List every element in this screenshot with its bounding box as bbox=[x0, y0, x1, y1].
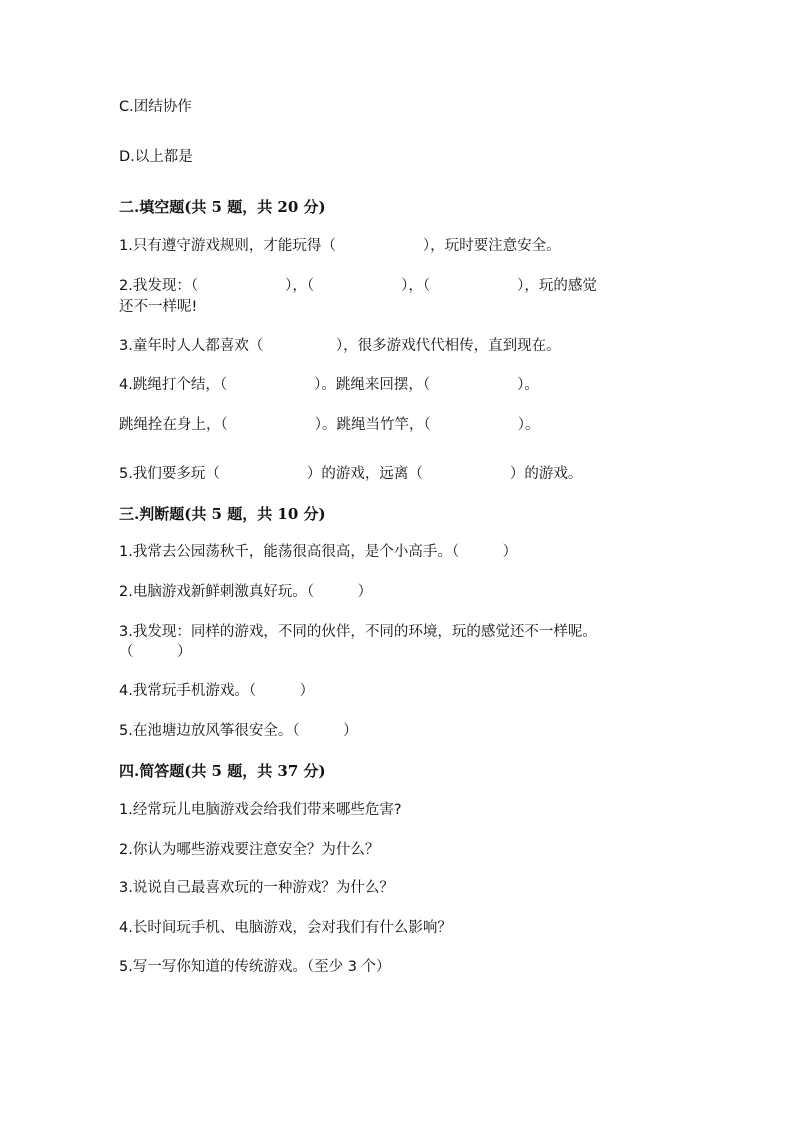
judge-question-5: 5.在池塘边放风筝很安全。（ ） bbox=[119, 723, 358, 739]
short-question-2: 2.你认为哪些游戏要注意安全？为什么？ bbox=[119, 842, 380, 858]
fill-question-3: 3.童年时人人都喜欢（ ），很多游戏代代相传，直到现在。 bbox=[119, 338, 561, 354]
short-question-5: 5.写一写你知道的传统游戏。（至少 3 个） bbox=[119, 959, 391, 975]
short-question-4: 4.长时间玩手机、电脑游戏，会对我们有什么影响？ bbox=[119, 920, 452, 936]
fill-question-4-line-2: 跳绳拴在身上，（ ）。跳绳当竹竿，（ ）。 bbox=[119, 417, 540, 433]
short-question-1: 1.经常玩儿电脑游戏会给我们带来哪些危害? bbox=[119, 802, 402, 818]
judge-question-3-line-2: （ ） bbox=[119, 644, 192, 660]
fill-question-2-line-2: 还不一样呢! bbox=[119, 299, 198, 315]
section-heading-short-answer: 四.简答题(共 5 题，共 37 分) bbox=[119, 762, 326, 780]
judge-question-2: 2.电脑游戏新鲜刺激真好玩。（ ） bbox=[119, 584, 373, 600]
option-c: C.团结协作 bbox=[119, 99, 192, 115]
fill-question-5: 5.我们要多玩（ ）的游戏，远离（ ）的游戏。 bbox=[119, 466, 583, 482]
judge-question-1: 1.我常去公园荡秋千，能荡很高很高，是个小高手。（ ） bbox=[119, 544, 518, 560]
section-heading-true-false: 三.判断题(共 5 题，共 10 分) bbox=[119, 505, 326, 523]
short-question-3: 3.说说自己最喜欢玩的一种游戏？为什么？ bbox=[119, 880, 394, 896]
judge-question-4: 4.我常玩手机游戏。（ ） bbox=[119, 683, 315, 699]
section-heading-fill-in: 二.填空题(共 5 题，共 20 分) bbox=[119, 198, 326, 216]
option-d: D.以上都是 bbox=[119, 149, 193, 165]
fill-question-2-line-1: 2.我发现：（ ），（ ），（ ），玩的感觉 bbox=[119, 278, 597, 294]
judge-question-3-line-1: 3.我发现：同样的游戏，不同的伙伴，不同的环境，玩的感觉还不一样呢。 bbox=[119, 624, 597, 640]
fill-question-1: 1.只有遵守游戏规则，才能玩得（ ），玩时要注意安全。 bbox=[119, 238, 561, 254]
fill-question-4-line-1: 4.跳绳打个结，（ ）。跳绳来回摆，（ ）。 bbox=[119, 377, 539, 393]
